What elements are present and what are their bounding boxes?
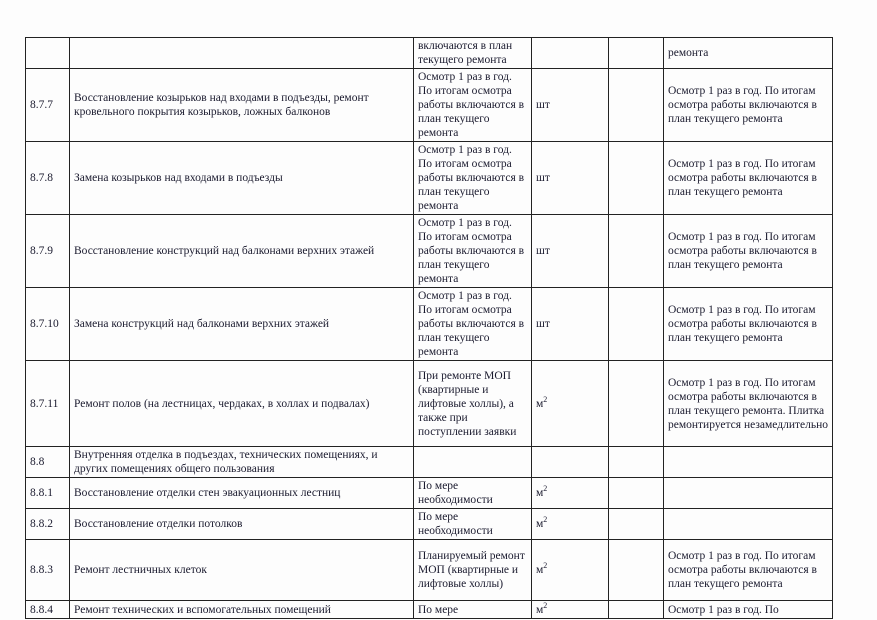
unit-superscript: 2 bbox=[543, 394, 548, 404]
note: Осмотр 1 раз в год. По итогам осмотра работы включаются в план текущего ремонта bbox=[664, 142, 833, 215]
row-number: 8.7.7 bbox=[26, 69, 70, 142]
work-name bbox=[70, 38, 414, 69]
quantity bbox=[609, 509, 664, 540]
work-frequency: Планируемый ремонт МОП (квартирные и лифтовые холлы) bbox=[414, 540, 532, 601]
table-row bbox=[26, 509, 833, 540]
unit bbox=[532, 509, 609, 540]
work-name: Внутренняя отделка в подъездах, технических помещениях, и других помещениях общего пользования bbox=[70, 447, 414, 478]
unit bbox=[532, 447, 609, 478]
work-name: Ремонт лестничных клеток bbox=[70, 540, 414, 601]
note: Осмотр 1 раз в год. По bbox=[664, 601, 833, 619]
table-row-section bbox=[26, 447, 833, 478]
quantity bbox=[609, 69, 664, 142]
row-number: 8.7.8 bbox=[26, 142, 70, 215]
unit bbox=[532, 38, 609, 69]
unit bbox=[532, 540, 609, 601]
table-row bbox=[26, 38, 833, 69]
unit-text: м bbox=[536, 564, 544, 576]
note: Осмотр 1 раз в год. По итогам осмотра работы включаются в план текущего ремонта bbox=[664, 215, 833, 288]
work-frequency bbox=[414, 447, 532, 478]
table-row bbox=[26, 478, 833, 509]
unit-superscript: 2 bbox=[543, 484, 548, 494]
unit bbox=[532, 361, 609, 447]
note bbox=[664, 447, 833, 478]
unit-text: м bbox=[536, 397, 544, 410]
row-number bbox=[26, 38, 70, 69]
table-row bbox=[26, 288, 833, 361]
work-name: Восстановление козырьков над входами в подъезды, ремонт кровельного покрытия козырьков, ложных балконов bbox=[70, 69, 414, 142]
note: Осмотр 1 раз в год. По итогам осмотра работы включаются в план текущего ремонта bbox=[664, 288, 833, 361]
table-row bbox=[26, 601, 833, 619]
row-number: 8.8.3 bbox=[26, 540, 70, 601]
unit: шт bbox=[532, 142, 609, 215]
row-number: 8.8 bbox=[26, 447, 70, 478]
work-frequency: Осмотр 1 раз в год. По итогам осмотра работы включаются в план текущего ремонта bbox=[414, 69, 532, 142]
table-row bbox=[26, 540, 833, 601]
work-frequency: По мере необходимости bbox=[414, 478, 532, 509]
work-name: Ремонт технических и вспомогательных помещений bbox=[70, 601, 414, 619]
row-number: 8.8.4 bbox=[26, 601, 70, 619]
unit bbox=[532, 478, 609, 509]
work-frequency: Осмотр 1 раз в год. По итогам осмотра работы включаются в план текущего ремонта bbox=[414, 288, 532, 361]
maintenance-table bbox=[25, 37, 833, 619]
row-number: 8.8.1 bbox=[26, 478, 70, 509]
note: Осмотр 1 раз в год. По итогам осмотра работы включаются в план текущего ремонта. Плитка ремонтируется незамедлительно bbox=[664, 361, 833, 447]
unit-superscript: 2 bbox=[543, 515, 548, 525]
quantity bbox=[609, 447, 664, 478]
work-name: Восстановление отделки стен эвакуационных лестниц bbox=[70, 478, 414, 509]
quantity bbox=[609, 540, 664, 601]
unit-text: м bbox=[536, 603, 544, 616]
work-name: Замена козырьков над входами в подъезды bbox=[70, 142, 414, 215]
unit-text: м bbox=[536, 487, 544, 499]
table-row bbox=[26, 215, 833, 288]
row-number: 8.8.2 bbox=[26, 509, 70, 540]
note: Осмотр 1 раз в год. По итогам осмотра работы включаются в план текущего ремонта bbox=[664, 69, 833, 142]
quantity bbox=[609, 38, 664, 69]
work-frequency: По мере необходимости bbox=[414, 509, 532, 540]
work-frequency: включаются в план текущего ремонта bbox=[414, 38, 532, 69]
work-name: Замена конструкций над балконами верхних этажей bbox=[70, 288, 414, 361]
quantity bbox=[609, 215, 664, 288]
unit bbox=[532, 601, 609, 619]
unit: шт bbox=[532, 69, 609, 142]
quantity bbox=[609, 601, 664, 619]
work-name: Восстановление отделки потолков bbox=[70, 509, 414, 540]
quantity bbox=[609, 288, 664, 361]
table-row bbox=[26, 361, 833, 447]
work-frequency: Осмотр 1 раз в год. По итогам осмотра работы включаются в план текущего ремонта bbox=[414, 142, 532, 215]
unit-superscript: 2 bbox=[543, 561, 548, 571]
work-frequency: По мере bbox=[414, 601, 532, 619]
work-name: Восстановление конструкций над балконами верхних этажей bbox=[70, 215, 414, 288]
work-name: Ремонт полов (на лестницах, чердаках, в холлах и подвалах) bbox=[70, 361, 414, 447]
note bbox=[664, 478, 833, 509]
work-frequency: Осмотр 1 раз в год. По итогам осмотра работы включаются в план текущего ремонта bbox=[414, 215, 532, 288]
unit: шт bbox=[532, 288, 609, 361]
row-number: 8.7.10 bbox=[26, 288, 70, 361]
unit-text: м bbox=[536, 518, 544, 530]
row-number: 8.7.11 bbox=[26, 361, 70, 447]
unit: шт bbox=[532, 215, 609, 288]
unit-superscript: 2 bbox=[543, 600, 548, 610]
quantity bbox=[609, 478, 664, 509]
row-number: 8.7.9 bbox=[26, 215, 70, 288]
note bbox=[664, 509, 833, 540]
table-row bbox=[26, 142, 833, 215]
work-frequency: При ремонте МОП (квартирные и лифтовые холлы), а также при поступлении заявки bbox=[414, 361, 532, 447]
note: Осмотр 1 раз в год. По итогам осмотра работы включаются в план текущего ремонта bbox=[664, 540, 833, 601]
table-row bbox=[26, 69, 833, 142]
quantity bbox=[609, 361, 664, 447]
note: ремонта bbox=[664, 38, 833, 69]
quantity bbox=[609, 142, 664, 215]
